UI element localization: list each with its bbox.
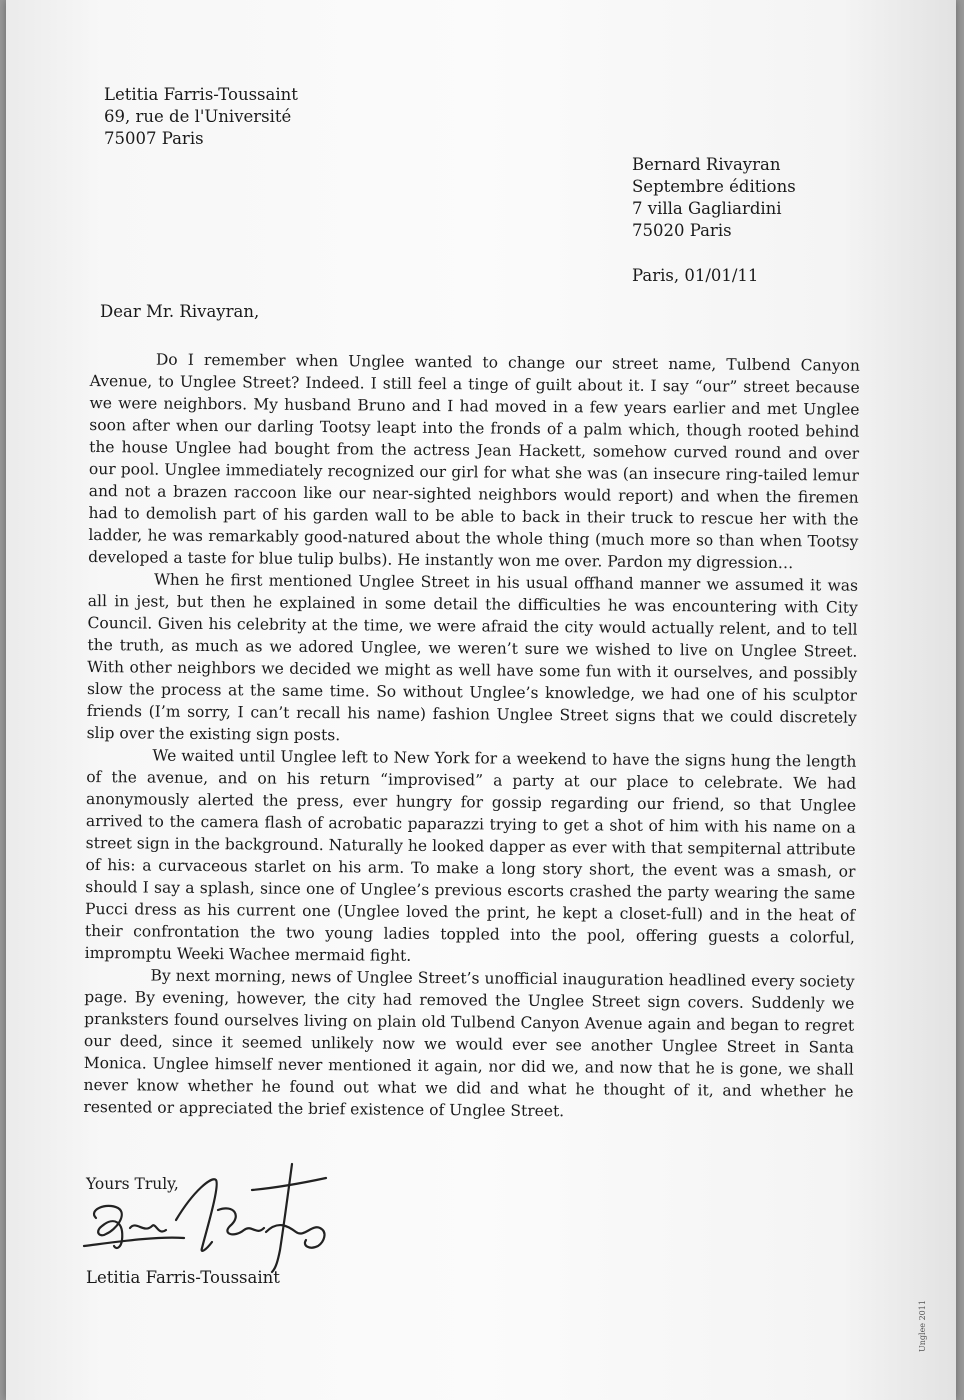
letter-body [83, 348, 860, 1125]
body-paragraph: We waited until Unglee left to New York for a weekend to have the signs hung the length of the avenue, and on his return “improvised” a party at our place to celebrate. We had anonymously alerted the press, ever hungry for gossip regarding our friend, so that Unglee arrived to the camera flash of acrobatic paparazzi trying to get a shot of him with his name on a street sign in the background. Naturally he looked dapper as ever with that sempiternal attribute of his: a curvaceous starlet on his arm. To make a long story short, the event was a smash, or should I say a splash, since one of Unglee’s previous escorts crashed the party wearing the same Pucci dress as his current one (Unglee loved the print, he kept a closet-full) and in the heat of their confrontation the two young ladies toppled into the pool, offering guests a colorful, impromptu Weeki Wachee mermaid fight. [84, 746, 857, 965]
body-paragraph: When he first mentioned Unglee Street in his usual offhand manner we assumed it was all in jest, but then he explained in some detail the difficulties he was encountering with City Council. Given his celebrity at the time, we were afraid the city would actually relent, and to tell the truth, as much as we adored Unglee, we weren’t sure we wished to live on Unglee Street. With other neighbors we decided we might as well have some fun with it ourselves, and possibly slow the process at the same time. So without Unglee’s knowledge, we had one of his sculptor friends (I’m sorry, I can’t recall his name) fashion Unglee Street signs that we could discretely slip over the existing sign posts. [86, 570, 859, 745]
salutation: Dear Mr. Rivayran, [100, 302, 260, 321]
letter-page [6, 0, 956, 1400]
sender-city: 75007 Paris [104, 129, 204, 148]
signer-name: Letitia Farris-Toussaint [86, 1268, 280, 1287]
sender-street: 69, rue de l'Université [104, 107, 292, 126]
side-mark: Unglee 2011 [918, 1300, 927, 1352]
recipient-company: Septembre éditions [632, 177, 796, 196]
recipient-street: 7 villa Gagliardini [632, 199, 782, 218]
letter-date: Paris, 01/01/11 [632, 266, 759, 285]
closing: Yours Truly, [86, 1175, 179, 1193]
body-paragraph: By next morning, news of Unglee Street’s unofficial inauguration headlined every society page. By evening, however, the city had removed the Unglee Street sign covers. Suddenly we pranksters found ourselves living on plain old Tulbend Canyon Avenue again and began to regret our deed, since it seemed unlikely now we would ever see another Unglee Street in Santa Monica. Unglee himself never mentioned it again, nor did we, and now that he is gone, we shall never know whether he found out what we did and what he thought of it, and whether he resented or appreciated the brief existence of Unglee Street. [83, 966, 855, 1121]
handwritten-signature [66, 1150, 346, 1275]
body-paragraph: Do I remember when Unglee wanted to change our street name, Tulbend Canyon Avenue, to Unglee Street? Indeed. I still feel a tinge of guilt about it. I say “our” street because we were neighbors. My husband Bruno and I had moved in a few years earlier and met Unglee soon after when our darling Tootsy leapt into the fronds of a palm which, though rooted behind the house Unglee had bought from the actress Jean Hackett, somehow curved round and over our pool. Unglee immediately recognized our girl for what she was (an insecure ring-tailed lemur and not a brazen raccoon like our near-sighted neighbors would report) and when the firemen had to demolish part of his garden wall to be able to back in their truck to rescue her with the ladder, he was remarkably good-natured about the whole thing (much more so than when Tootsy developed a taste for blue tulip bulbs). He instantly won me over. Pardon my digression… [88, 350, 860, 573]
recipient-name: Bernard Rivayran [632, 155, 781, 174]
recipient-address [632, 154, 796, 242]
recipient-city: 75020 Paris [632, 221, 732, 240]
sender-address [104, 84, 298, 150]
sender-name: Letitia Farris-Toussaint [104, 85, 298, 104]
